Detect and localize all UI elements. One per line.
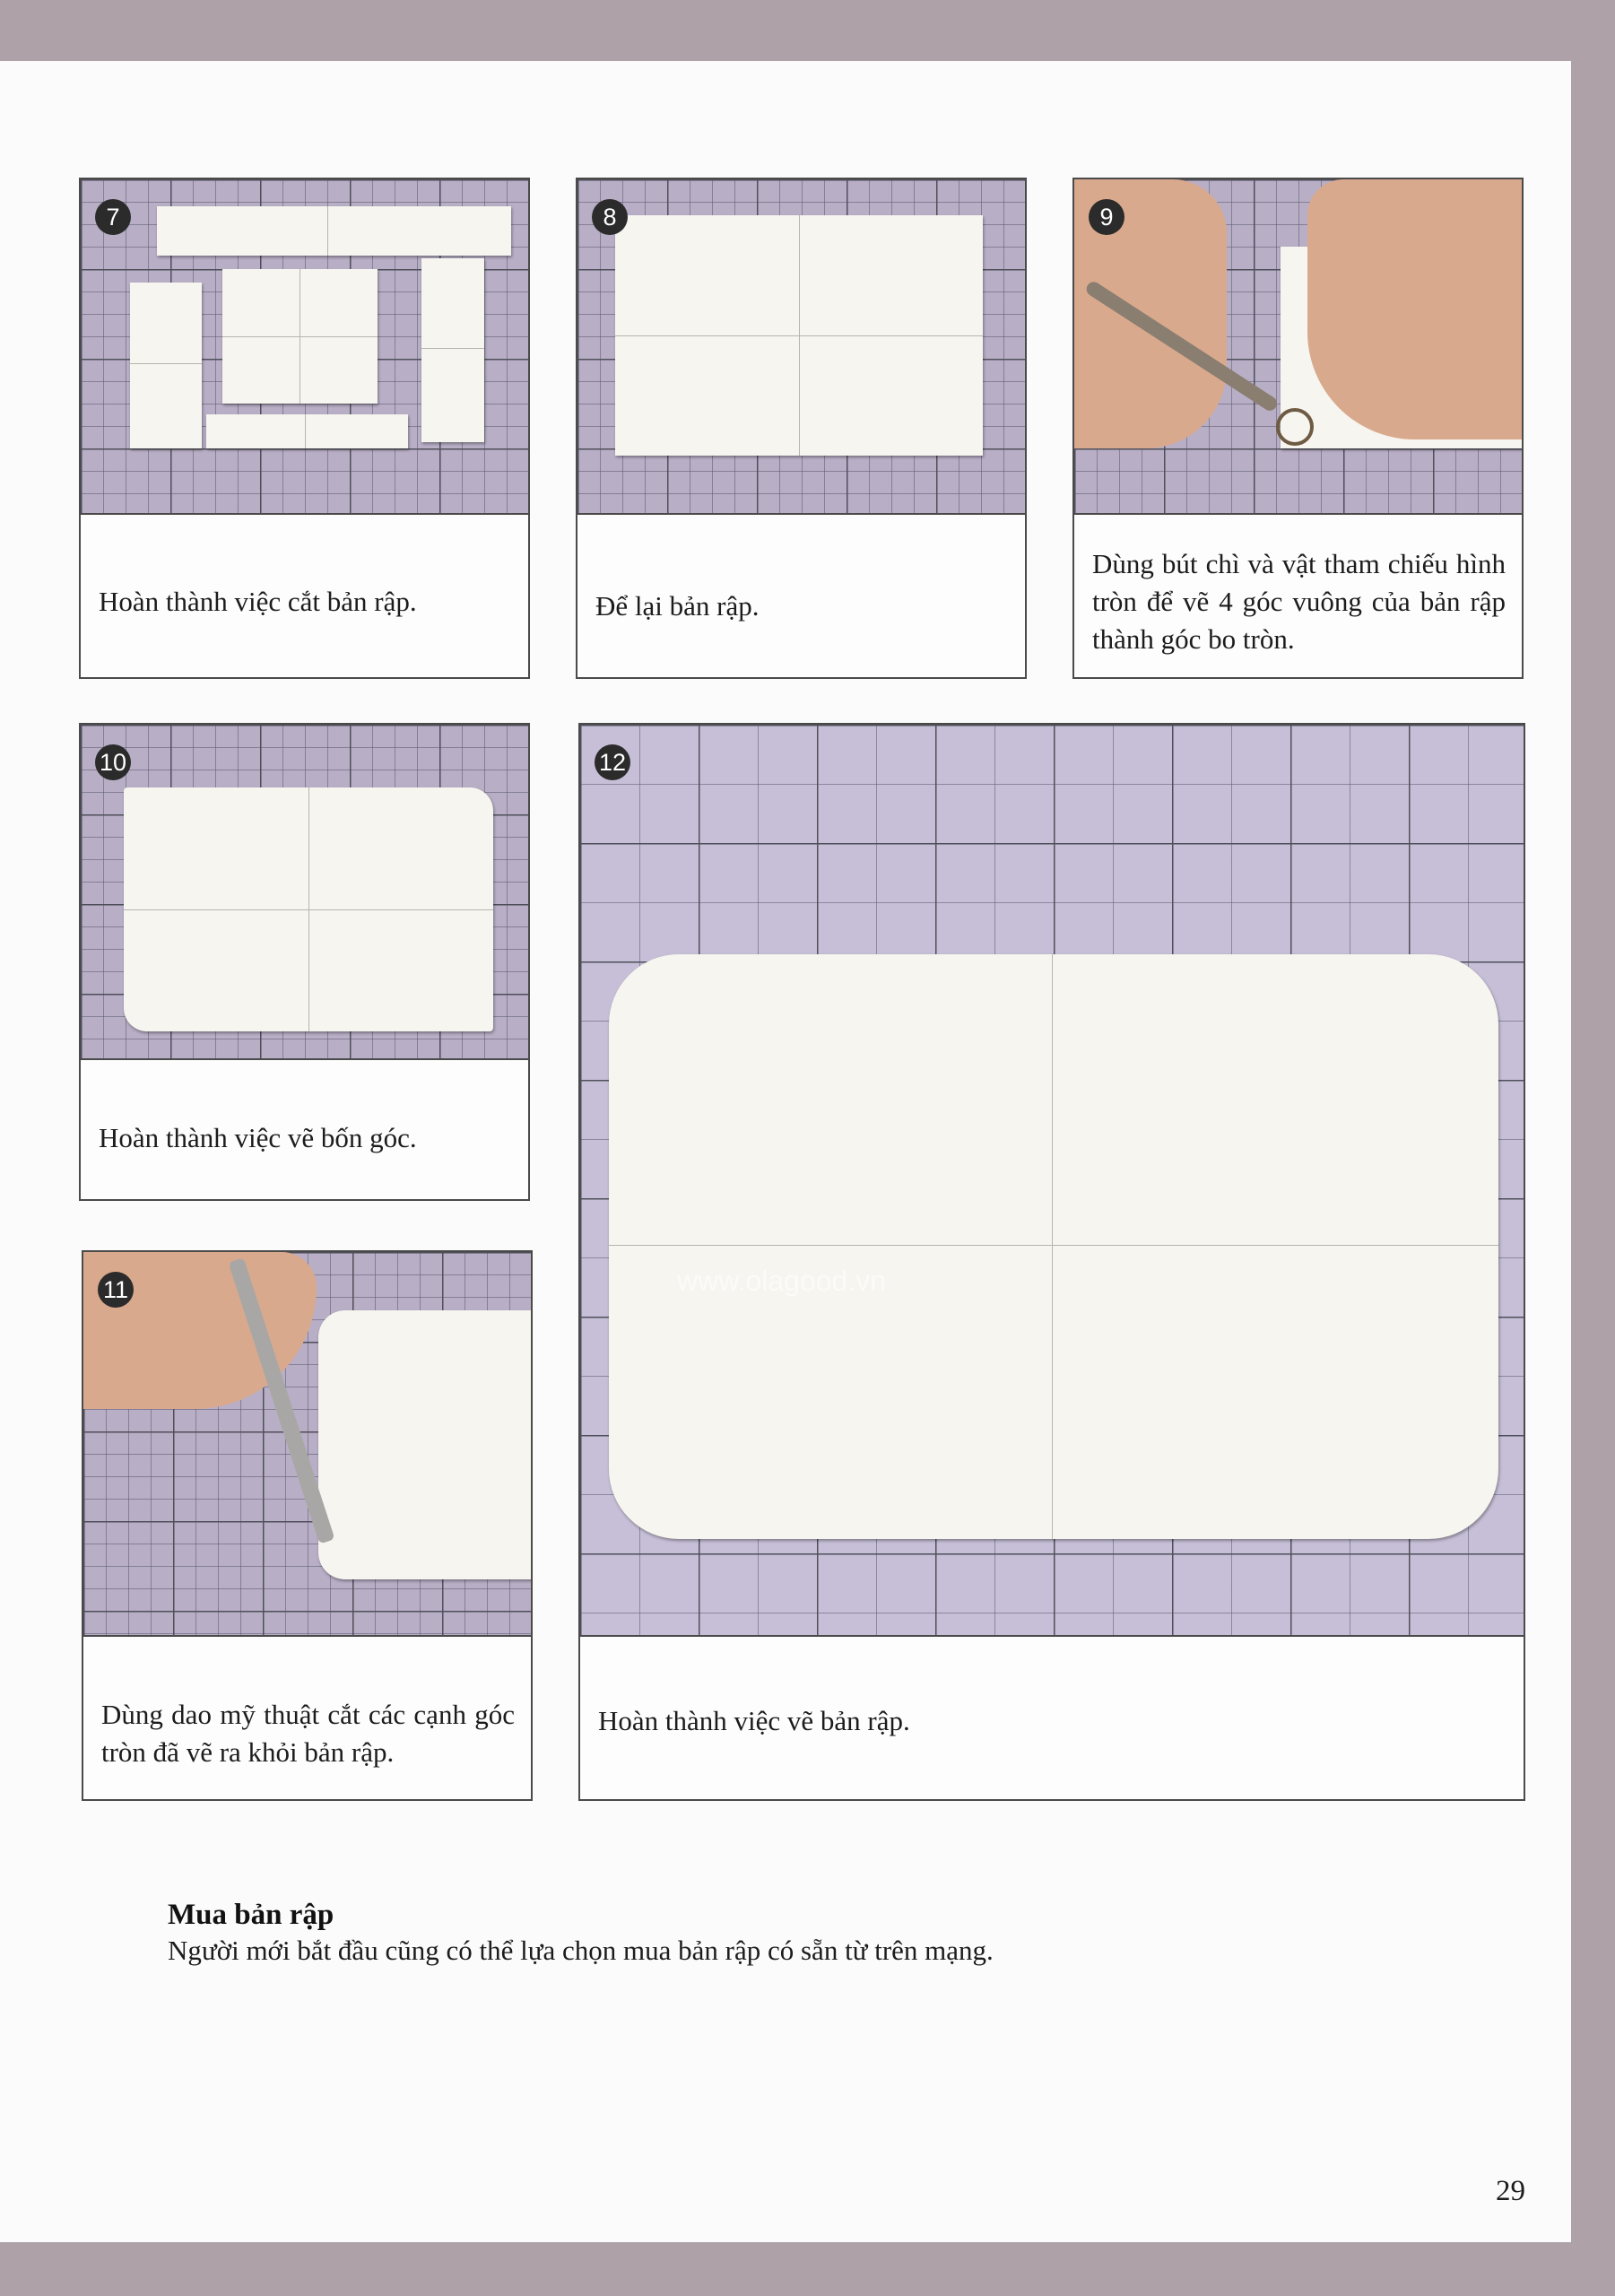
step-badge: 9 [1089, 199, 1124, 235]
pattern-sheet [124, 787, 493, 1031]
round-reference-image [1276, 408, 1314, 446]
step-badge: 12 [595, 744, 630, 780]
pattern-center [222, 269, 378, 404]
step-7-photo [81, 179, 528, 515]
pattern-sheet [615, 215, 983, 456]
note-text: Người mới bắt đầu cũng có thể lựa chọn mua bản rập có sẵn từ trên mạng. [168, 1935, 994, 1966]
step-10-photo [81, 725, 528, 1060]
step-9-panel [1072, 178, 1524, 679]
step-8-caption: Để lại bản rập. [595, 590, 760, 622]
watermark: www.olagood.vn [677, 1265, 887, 1297]
step-11-caption: Dùng dao mỹ thuật cắt các cạnh góc tròn đã vẽ ra khỏi bản rập. [101, 1699, 515, 1768]
step-7-panel [79, 178, 530, 679]
step-7-caption: Hoàn thành việc cắt bản rập. [99, 586, 417, 617]
page-number: 29 [1496, 2175, 1525, 2207]
step-12-photo [580, 725, 1524, 1637]
step-11-panel [82, 1250, 533, 1801]
right-hand-image [1307, 179, 1522, 439]
step-badge: 8 [592, 199, 628, 235]
step-10-caption: Hoàn thành việc vẽ bốn góc. [99, 1122, 417, 1153]
step-10-panel [79, 723, 530, 1201]
finished-pattern [609, 954, 1498, 1539]
step-9-photo [1074, 179, 1522, 515]
step-badge: 10 [95, 744, 131, 780]
step-badge: 11 [98, 1272, 134, 1308]
pattern-strip-bottom [206, 414, 408, 448]
pattern-strip-left [130, 283, 202, 448]
step-8-photo [577, 179, 1025, 515]
pattern-strip-top [157, 206, 511, 256]
step-8-panel [576, 178, 1027, 679]
step-9-caption: Dùng bút chì và vật tham chiếu hình tròn để vẽ 4 góc vuông của bản rập thành góc bo tròn. [1092, 548, 1506, 655]
step-badge: 7 [95, 199, 131, 235]
pattern-strip-right [421, 258, 484, 442]
step-11-photo [83, 1252, 531, 1637]
step-12-caption: Hoàn thành việc vẽ bản rập. [598, 1705, 910, 1736]
step-12-panel [578, 723, 1525, 1801]
pattern-sheet [318, 1310, 531, 1579]
note-title: Mua bản rập [168, 1899, 334, 1931]
